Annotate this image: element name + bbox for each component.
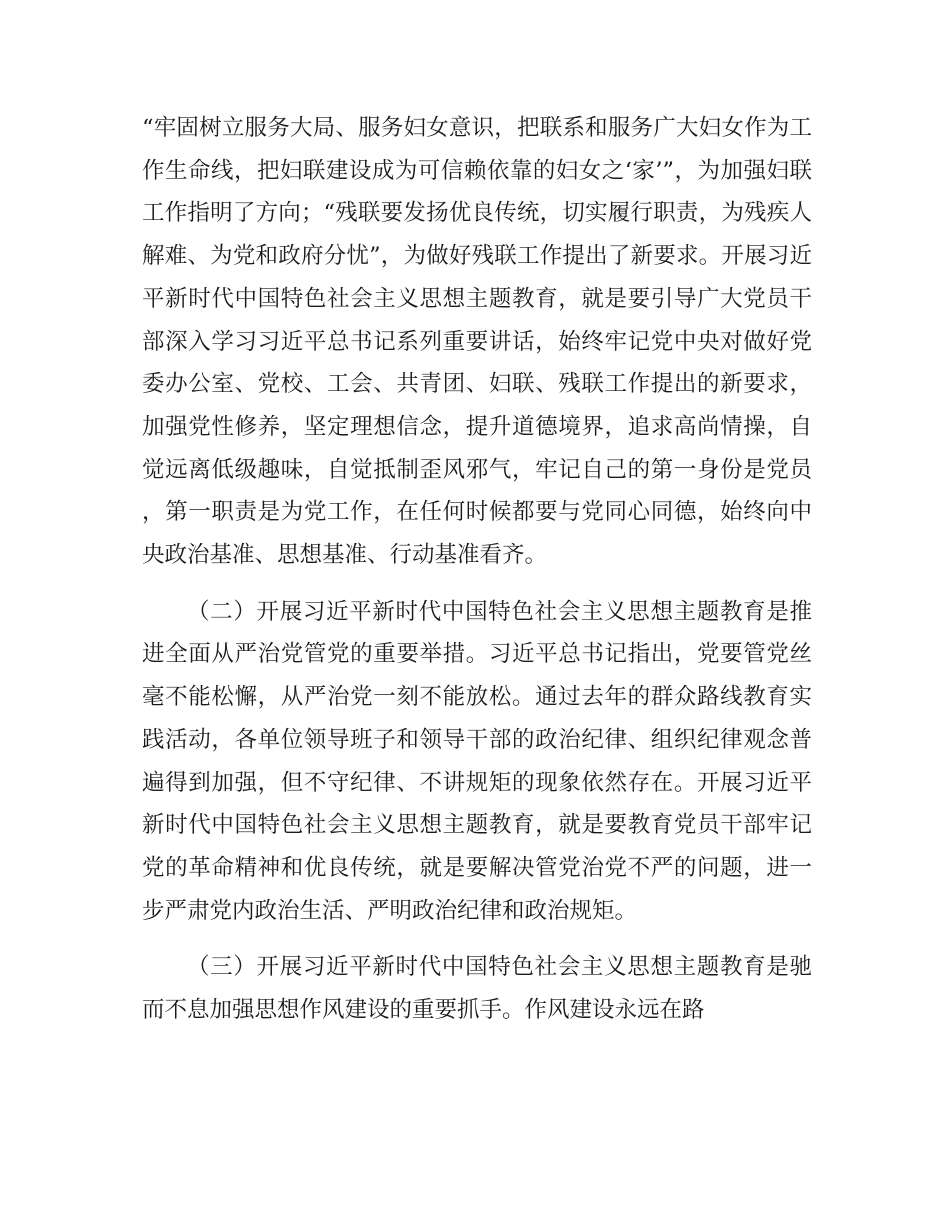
document-body (142, 107, 812, 1032)
paragraph-section-two: （二）开展习近平新时代中国特色社会主义思想主题教育是推进全面从严治党管党的重要举措。习近平总书记指出，党要管党丝毫不能松懈，从严治党一刻不能放松。通过去年的群众路线教育实践活动，各单位领导班子和领导干部的政治纪律、组织纪律观念普遍得到加强，但不守纪律、不讲规矩的现象依然存在。开展习近平新时代中国特色社会主义思想主题教育，就是要教育党员干部牢记党的革命精神和优良传统，就是要解决管党治党不严的问题，进一步严肃党内政治生活、严明政治纪律和政治规矩。 (142, 598, 812, 924)
paragraph-intro-continuation: “牢固树立服务大局、服务妇女意识，把联系和服务广大妇女作为工作生命线，把妇联建设成为可信赖依靠的妇女之‘家’”，为加强妇联工作指明了方向；“残联要发扬优良传统，切实履行职责，为残疾人解难、为党和政府分忧”，为做好残联工作提出了新要求。开展习近平新时代中国特色社会主义思想主题教育，就是要引导广大党员干部深入学习习近平总书记系列重要讲话，始终牢记党中央对做好党委办公室、党校、工会、共青团、妇联、残联工作提出的新要求，加强党性修养，坚定理想信念，提升道德境界，追求高尚情操，自觉远离低级趣味，自觉抵制歪风邪气，牢记自己的第一身份是党员，第一职责是为党工作，在任何时候都要与党同心同德，始终向中央政治基准、思想基准、行动基准看齐。 (142, 115, 812, 569)
paragraph-section-three: （三）开展习近平新时代中国特色社会主义思想主题教育是驰而不息加强思想作风建设的重要抓手。作风建设永远在路 (142, 954, 812, 1024)
